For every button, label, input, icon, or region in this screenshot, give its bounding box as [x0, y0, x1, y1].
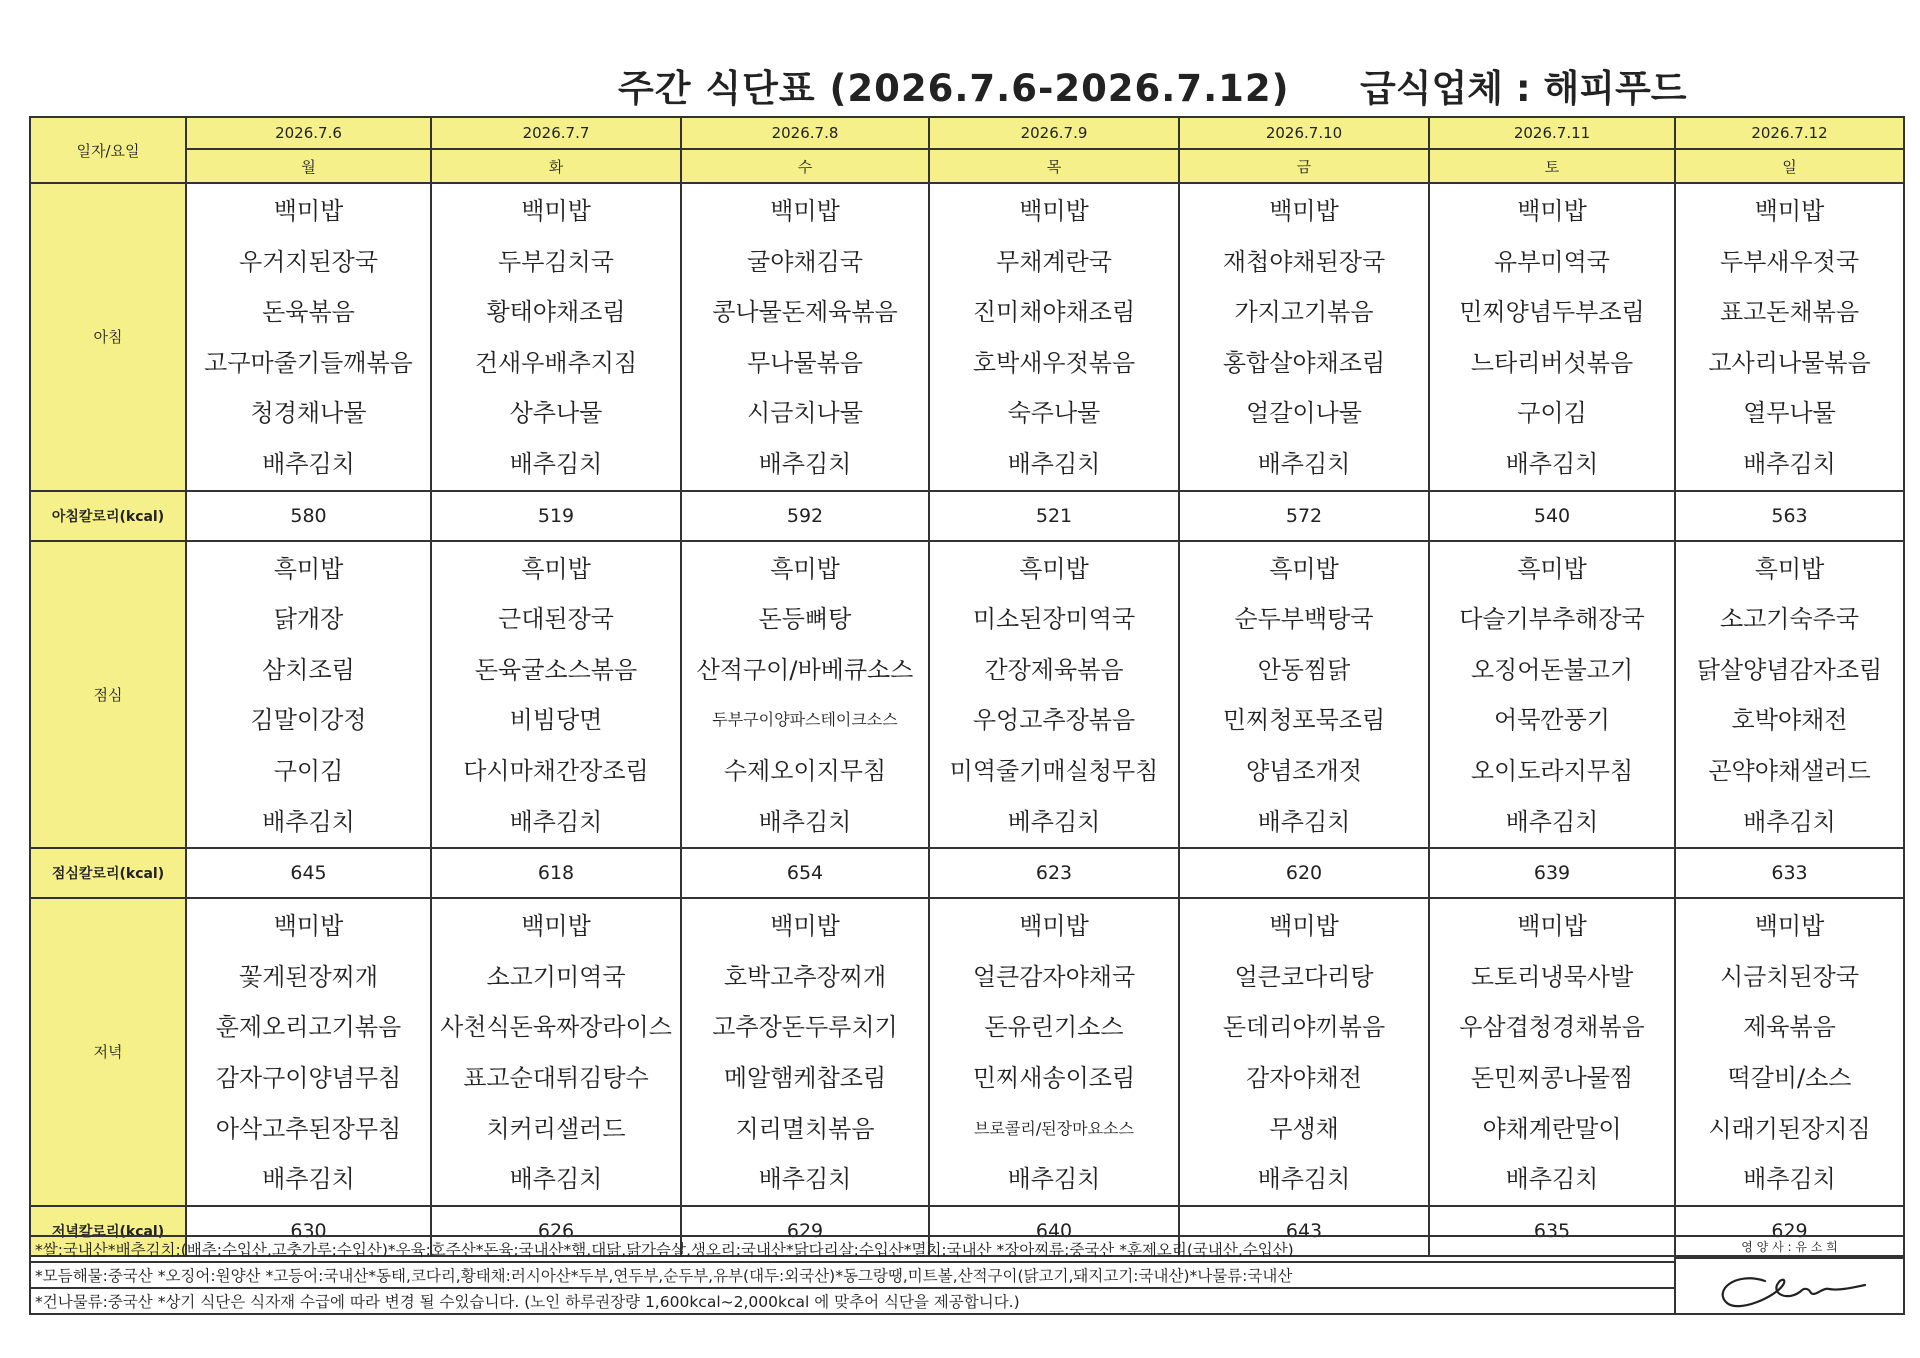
dinner-cell — [929, 898, 1179, 1206]
menu-item: 유부미역국 — [1494, 247, 1610, 276]
menu-item: 흑미밥 — [1754, 554, 1825, 583]
footer-note-1: *쌀:국내산*배추김치:(배추:수입산,고춧가루:수입산)*우육:호주산*돈육:국내산*햄,대닭,닭가슴살,생오리:국내산*닭다리살:수입산*멸치:국내산 *장아찌류:중국산 *훈제오리(국내산,수입산) — [30, 1236, 1675, 1262]
menu-item: 얼큰감자야채국 — [972, 962, 1136, 991]
menu-item: 두부새우젓국 — [1719, 247, 1860, 276]
menu-item: 백미밥 — [1754, 912, 1825, 941]
day-header: 토 — [1429, 149, 1675, 183]
menu-item: 양념조개젓 — [1246, 756, 1362, 785]
lunch-cell — [681, 541, 929, 849]
menu-item: 배추김치 — [262, 449, 355, 478]
lunch-kcal-label: 점심칼로리(kcal) — [30, 848, 186, 898]
breakfast-label: 아침 — [30, 183, 186, 491]
menu-item: 배추김치 — [509, 807, 603, 836]
header-date-row — [30, 117, 1904, 149]
menu-item: 배추김치 — [1743, 449, 1836, 478]
menu-item: 다시마채간장조림 — [463, 756, 649, 785]
breakfast-cell — [431, 183, 681, 491]
menu-item: 미역줄기매실청무침 — [949, 756, 1159, 785]
kcal-value: 563 — [1675, 491, 1904, 541]
menu-item: 수제오이지무침 — [723, 756, 887, 785]
menu-item: 민찌새송이조림 — [972, 1063, 1136, 1092]
menu-item: 베추김치 — [1007, 807, 1101, 836]
menu-item: 민찌청포묵조림 — [1222, 706, 1386, 735]
menu-item: 배추김치 — [262, 1165, 355, 1194]
menu-item: 순두부백탕국 — [1234, 605, 1374, 634]
menu-item: 배추김치 — [509, 449, 603, 478]
menu-item: 구이김 — [1517, 399, 1587, 428]
dinner-cell — [1429, 898, 1675, 1206]
menu-item: 백미밥 — [770, 912, 840, 941]
menu-item: 배추김치 — [1505, 449, 1599, 478]
menu-item: 백미밥 — [1517, 912, 1587, 941]
menu-item: 흑미밥 — [770, 554, 840, 583]
menu-item: 배추김치 — [758, 1165, 852, 1194]
signature-image — [1705, 1263, 1875, 1313]
dinner-kcal-label: 저녁칼로리(kcal) — [30, 1206, 186, 1256]
menu-item: 무생채 — [1269, 1114, 1339, 1143]
menu-item: 표고돈채볶음 — [1719, 298, 1860, 327]
menu-item: 지리멸치볶음 — [735, 1114, 875, 1143]
date-header: 2026.7.11 — [1429, 117, 1675, 149]
menu-item: 재첩야채된장국 — [1222, 247, 1386, 276]
menu-item: 비빔당면 — [509, 706, 603, 735]
menu-item: 어묵깐풍기 — [1494, 706, 1610, 735]
menu-table — [29, 116, 1905, 1257]
kcal-value: 629 — [681, 1206, 929, 1256]
menu-item: 근대된장국 — [498, 605, 614, 634]
menu-item: 숙주나물 — [1007, 399, 1101, 428]
lunch-cell — [929, 541, 1179, 849]
vendor-title: 급식업체 : 해피푸드 — [1360, 67, 1687, 110]
menu-item: 백미밥 — [1269, 912, 1339, 941]
menu-item: 백미밥 — [273, 912, 344, 941]
menu-item: 백미밥 — [521, 912, 591, 941]
kcal-value: 640 — [929, 1206, 1179, 1256]
menu-item: 얼큰코다리탕 — [1234, 962, 1374, 991]
kcal-value: 592 — [681, 491, 929, 541]
menu-item: 호박고추장찌개 — [723, 962, 887, 991]
lunch-cell — [1429, 541, 1675, 849]
menu-item: 고추장돈두루치기 — [712, 1013, 898, 1042]
kcal-value: 626 — [431, 1206, 681, 1256]
breakfast-cell — [186, 183, 431, 491]
menu-item: 무나물볶음 — [747, 348, 863, 377]
date-header: 2026.7.7 — [431, 117, 681, 149]
menu-item: 돈유린기소스 — [984, 1013, 1124, 1042]
menu-item: 두부김치국 — [498, 247, 614, 276]
menu-item: 오징어돈불고기 — [1470, 655, 1634, 684]
menu-item: 배추김치 — [262, 807, 355, 836]
kcal-value: 645 — [186, 848, 431, 898]
menu-item: 배추김치 — [1257, 449, 1351, 478]
date-header: 2026.7.6 — [186, 117, 431, 149]
menu-item: 훈제오리고기볶음 — [215, 1013, 402, 1042]
menu-item: 얼갈이나물 — [1246, 399, 1362, 428]
kcal-value: 623 — [929, 848, 1179, 898]
menu-item: 치커리샐러드 — [486, 1114, 626, 1143]
menu-item: 콩나물돈제육볶음 — [712, 298, 898, 327]
menu-item: 민찌양념두부조림 — [1459, 298, 1645, 327]
kcal-value: 618 — [431, 848, 681, 898]
date-header: 2026.7.9 — [929, 117, 1179, 149]
menu-item: 산적구이/바베큐소스 — [696, 655, 914, 684]
menu-item: 사천식돈육짜장라이스 — [440, 1013, 672, 1042]
breakfast-row — [30, 183, 1904, 491]
menu-item: 호박새우젓볶음 — [972, 348, 1136, 377]
day-header: 수 — [681, 149, 929, 183]
menu-item: 도토리냉묵사발 — [1470, 962, 1634, 991]
day-header: 금 — [1179, 149, 1429, 183]
menu-item: 감자구이양념무침 — [215, 1063, 402, 1092]
menu-item: 소고기숙주국 — [1719, 605, 1860, 634]
menu-item: 닭살양념감자조림 — [1696, 655, 1883, 684]
breakfast-kcal-row — [30, 491, 1904, 541]
dinner-row — [30, 898, 1904, 1206]
menu-item: 배추김치 — [1505, 1165, 1599, 1194]
menu-item: 배추김치 — [1505, 807, 1599, 836]
menu-item: 제육볶음 — [1743, 1013, 1836, 1042]
footer-note-3: *건나물류:중국산 *상기 식단은 식자재 수급에 따라 변경 될 수있습니다. (노인 하루권장량 1,600kcal~2,000kcal 에 맞추어 식단을 제공합니다.) — [30, 1288, 1675, 1314]
dinner-cell — [186, 898, 431, 1206]
menu-item: 두부구이양파스테이크소스 — [712, 710, 898, 730]
menu-item: 돈민찌콩나물찜 — [1470, 1063, 1634, 1092]
menu-item: 가지고기볶음 — [1234, 298, 1374, 327]
menu-item: 백미밥 — [1019, 197, 1089, 225]
lunch-cell — [1179, 541, 1429, 849]
menu-item: 우삼겹청경채볶음 — [1459, 1013, 1645, 1042]
kcal-value: 521 — [929, 491, 1179, 541]
menu-item: 진미채야채조림 — [972, 298, 1136, 327]
dinner-cell — [681, 898, 929, 1206]
breakfast-cell — [929, 183, 1179, 491]
lunch-cell — [186, 541, 431, 849]
title-row — [0, 50, 1920, 110]
menu-item: 소고기미역국 — [486, 962, 626, 991]
day-header: 일 — [1675, 149, 1904, 183]
menu-item: 다슬기부추해장국 — [1459, 605, 1645, 634]
kcal-value: 572 — [1179, 491, 1429, 541]
day-header: 목 — [929, 149, 1179, 183]
menu-item: 돈육굴소스볶음 — [474, 655, 638, 684]
menu-item: 고사리나물볶음 — [1708, 348, 1871, 377]
menu-item: 홍합살야채조림 — [1222, 348, 1386, 377]
menu-item: 간장제육볶음 — [984, 655, 1124, 684]
breakfast-cell — [1429, 183, 1675, 491]
date-header: 2026.7.12 — [1675, 117, 1904, 149]
menu-item: 호박야채전 — [1731, 706, 1848, 735]
menu-item: 느타리버섯볶음 — [1470, 348, 1634, 377]
breakfast-cell — [1675, 183, 1904, 491]
menu-item: 구이김 — [273, 756, 344, 785]
breakfast-cell — [681, 183, 929, 491]
menu-item: 감자야채전 — [1246, 1063, 1362, 1092]
menu-item: 굴야채김국 — [747, 247, 863, 276]
menu-item: 닭개장 — [273, 605, 344, 634]
menu-item: 무채계란국 — [996, 247, 1112, 276]
lunch-cell — [431, 541, 681, 849]
day-header: 화 — [431, 149, 681, 183]
footer-table — [29, 1235, 1905, 1315]
lunch-cell — [1675, 541, 1904, 849]
menu-item: 미소된장미역국 — [972, 605, 1136, 634]
menu-item: 백미밥 — [770, 197, 840, 225]
header-day-row — [30, 149, 1904, 183]
menu-item: 시금치된장국 — [1719, 962, 1860, 991]
menu-item: 배추김치 — [758, 807, 852, 836]
menu-item: 떡갈비/소스 — [1727, 1063, 1852, 1092]
kcal-value: 620 — [1179, 848, 1429, 898]
menu-item: 시래기된장지짐 — [1708, 1114, 1871, 1143]
menu-item: 표고순대튀김탕수 — [463, 1063, 649, 1092]
menu-item: 오이도라지무침 — [1470, 756, 1634, 785]
kcal-value: 630 — [186, 1206, 431, 1256]
menu-item: 배추김치 — [1743, 807, 1836, 836]
menu-item: 배추김치 — [1743, 1165, 1836, 1194]
menu-item: 건새우배추지짐 — [474, 348, 638, 377]
menu-item: 백미밥 — [1019, 912, 1089, 941]
menu-item: 꽃게된장찌개 — [238, 962, 379, 991]
kcal-value: 635 — [1429, 1206, 1675, 1256]
menu-item: 야채계란말이 — [1482, 1114, 1622, 1143]
breakfast-kcal-label: 아침칼로리(kcal) — [30, 491, 186, 541]
menu-item: 우거지된장국 — [238, 247, 379, 276]
menu-item: 흑미밥 — [1019, 554, 1089, 583]
date-header: 2026.7.8 — [681, 117, 929, 149]
menu-item: 열무나물 — [1743, 399, 1836, 428]
menu-item: 배추김치 — [758, 449, 852, 478]
kcal-value: 633 — [1675, 848, 1904, 898]
menu-item: 백미밥 — [1269, 197, 1339, 225]
lunch-kcal-row — [30, 848, 1904, 898]
menu-item: 안동찜닭 — [1257, 655, 1351, 684]
menu-item: 돈등뼈탕 — [758, 605, 852, 634]
menu-item: 삼치조림 — [262, 655, 355, 684]
kcal-value: 540 — [1429, 491, 1675, 541]
menu-item: 백미밥 — [521, 197, 591, 225]
menu-item: 백미밥 — [1517, 197, 1587, 225]
kcal-value: 639 — [1429, 848, 1675, 898]
menu-item: 돈육볶음 — [262, 298, 355, 327]
dinner-cell — [431, 898, 681, 1206]
lunch-row — [30, 541, 1904, 849]
menu-item: 아삭고추된장무침 — [215, 1114, 402, 1143]
footer-note-2: *모듬해물:중국산 *오징어:원양산 *고등어:국내산*동태,코다리,황태채:러시아산*두부,연두부,순두부,유부(대두:외국산)*동그랑땡,미트볼,산적구이(닭고기,돼지고기:국내산)*나물류:국내산 — [30, 1262, 1675, 1288]
menu-item: 청경채나물 — [250, 399, 367, 428]
page-title: 주간 식단표 (2026.7.6-2026.7.12) — [618, 67, 1290, 110]
dietitian-cell — [1675, 1236, 1904, 1314]
menu-item: 배추김치 — [509, 1165, 603, 1194]
menu-item: 브로콜리/된장마요소스 — [974, 1118, 1134, 1138]
menu-item: 시금치나물 — [747, 399, 863, 428]
menu-item: 백미밥 — [273, 197, 344, 225]
menu-item: 고구마줄기들깨볶음 — [204, 348, 413, 377]
breakfast-cell — [1179, 183, 1429, 491]
lunch-label: 점심 — [30, 541, 186, 849]
kcal-value: 519 — [431, 491, 681, 541]
menu-item: 흑미밥 — [1269, 554, 1339, 583]
menu-item: 우엉고추장볶음 — [972, 706, 1136, 735]
menu-item: 상추나물 — [509, 399, 603, 428]
menu-item: 백미밥 — [1754, 197, 1825, 225]
menu-item: 황태야채조림 — [486, 298, 626, 327]
kcal-value: 654 — [681, 848, 929, 898]
menu-item: 배추김치 — [1257, 1165, 1351, 1194]
date-header: 2026.7.10 — [1179, 117, 1429, 149]
dietitian-label: 영 양 사 : 유 소 희 — [1676, 1238, 1903, 1259]
menu-item: 돈데리야끼볶음 — [1222, 1013, 1386, 1042]
day-header: 월 — [186, 149, 431, 183]
menu-item: 배추김치 — [1257, 807, 1351, 836]
dinner-cell — [1675, 898, 1904, 1206]
dinner-label: 저녁 — [30, 898, 186, 1206]
menu-item: 흑미밥 — [273, 554, 344, 583]
dinner-cell — [1179, 898, 1429, 1206]
kcal-value: 643 — [1179, 1206, 1429, 1256]
menu-item: 흑미밥 — [1517, 554, 1587, 583]
kcal-value: 629 — [1675, 1206, 1904, 1256]
menu-item: 곤약야채샐러드 — [1708, 756, 1871, 785]
kcal-value: 580 — [186, 491, 431, 541]
menu-item: 배추김치 — [1007, 1165, 1101, 1194]
menu-item: 메알햄케찹조림 — [723, 1063, 887, 1092]
menu-item: 흑미밥 — [521, 554, 591, 583]
menu-item: 배추김치 — [1007, 449, 1101, 478]
menu-item: 김말이강정 — [250, 706, 367, 735]
corner-label: 일자/요일 — [30, 117, 186, 183]
